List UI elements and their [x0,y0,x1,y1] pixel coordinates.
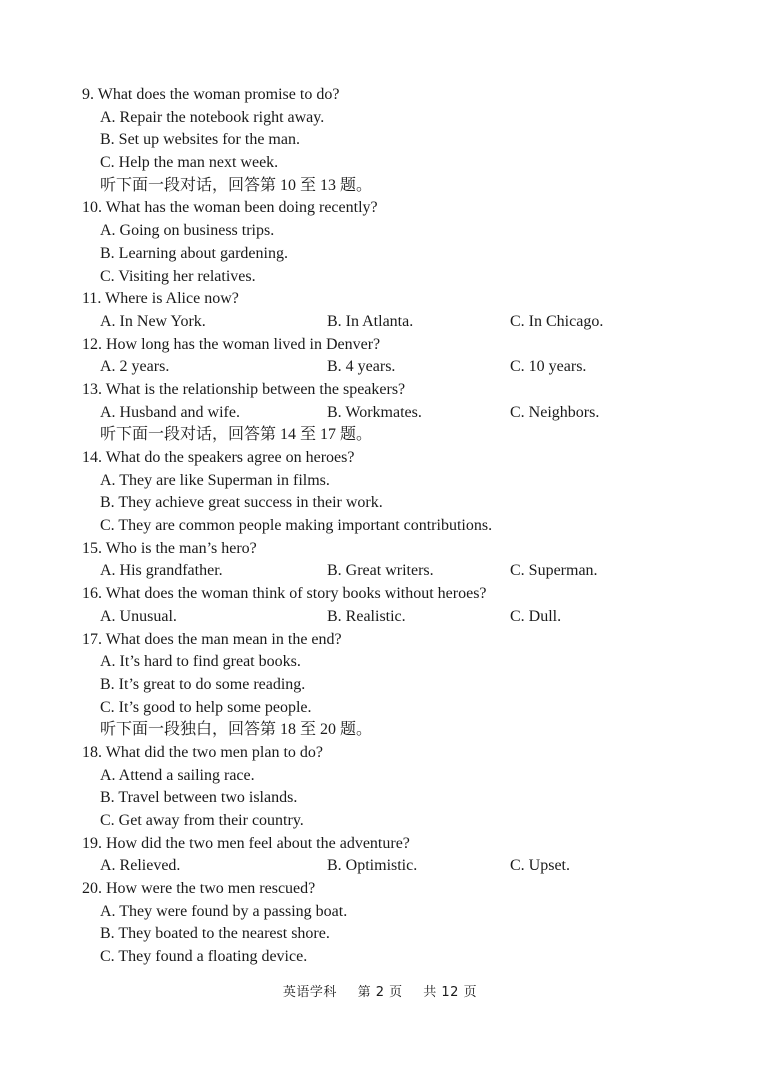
question-14-option-c: C. They are common people making important contributions. [100,517,493,535]
question-13-stem: 13. What is the relationship between the speakers? [82,380,406,398]
question-20-option-a: A. They were found by a passing boat. [100,902,348,920]
question-11-stem: 11. Where is Alice now? [82,290,239,308]
question-14-option-b: B. They achieve great success in their work. [100,494,383,512]
question-19-option-a: A. Relieved. [100,857,181,875]
question-9-option-b: B. Set up websites for the man. [100,131,300,149]
question-12-option-a: A. 2 years. [100,358,170,376]
question-17-option-a: A. It’s hard to find great books. [100,653,301,671]
question-11-options [82,311,682,334]
question-11-option-b: B. In Atlanta. [327,312,414,330]
question-16-stem: 16. What does the woman think of story books without heroes? [82,585,487,603]
question-13-options [82,402,682,425]
question-12-option-c: C. 10 years. [510,358,587,376]
question-17-option-b: B. It’s great to do some reading. [100,675,306,693]
footer-page-number: 第 2 页 [357,985,403,1000]
question-12-stem: 12. How long has the woman lived in Denver? [82,335,381,353]
question-14-stem: 14. What do the speakers agree on heroes? [82,449,355,466]
question-12-options [82,356,682,379]
question-15-options [82,560,682,583]
question-17-stem: 17. What does the man mean in the end? [82,630,342,648]
question-11-option-c: C. In Chicago. [510,312,604,330]
question-9-option-c: C. Help the man next week. [100,154,279,172]
question-20-option-b: B. They boated to the nearest shore. [100,925,330,943]
question-19-option-b: B. Optimistic. [327,857,418,875]
question-20-stem: 20. How were the two men rescued? [82,880,316,898]
section-instruction-14-17: 听下面一段对话，回答第 14 至 17 题。 [100,426,373,444]
question-16-option-c: C. Dull. [510,607,562,625]
footer-subject: 英语学科 [282,985,337,1000]
question-16-option-a: A. Unusual. [100,607,177,625]
question-15-option-a: A. His grandfather. [100,562,223,580]
question-17-option-c: C. It’s good to help some people. [100,698,312,716]
question-13-option-a: A. Husband and wife. [100,403,240,421]
question-10-stem: 10. What has the woman been doing recently? [82,199,378,217]
question-19-stem: 19. How did the two men feel about the adventure? [82,834,410,852]
page-footer [0,984,760,1002]
section-instruction-18-20: 听下面一段独白，回答第 18 至 20 题。 [100,721,373,739]
question-13-option-c: C. Neighbors. [510,403,600,421]
question-18-option-b: B. Travel between two islands. [100,789,298,807]
question-16-options [82,606,682,629]
question-13-option-b: B. Workmates. [327,403,422,421]
question-10-option-c: C. Visiting her relatives. [100,267,256,285]
question-11-option-a: A. In New York. [100,312,206,330]
question-19-options [82,855,682,878]
footer-total-pages: 共 12 页 [423,985,478,1000]
question-16-option-b: B. Realistic. [327,607,406,625]
question-14-option-a: A. They are like Superman in films. [100,471,330,489]
question-18-option-c: C. Get away from their country. [100,812,304,829]
section-instruction-10-13: 听下面一段对话，回答第 10 至 13 题。 [100,176,373,194]
question-15-option-b: B. Great writers. [327,562,434,580]
question-18-option-a: A. Attend a sailing race. [100,766,255,784]
question-9-option-a: A. Repair the notebook right away. [100,108,325,126]
question-10-option-a: A. Going on business trips. [100,222,275,240]
question-15-stem: 15. Who is the man’s hero? [82,539,257,557]
question-9-stem: 9. What does the woman promise to do? [82,86,340,103]
question-19-option-c: C. Upset. [510,857,570,875]
question-18-stem: 18. What did the two men plan to do? [82,743,323,761]
question-list [82,84,682,969]
question-10-option-b: B. Learning about gardening. [100,244,288,262]
question-15-option-c: C. Superman. [510,562,598,580]
question-20-option-c: C. They found a floating device. [100,948,308,966]
question-12-option-b: B. 4 years. [327,358,396,376]
